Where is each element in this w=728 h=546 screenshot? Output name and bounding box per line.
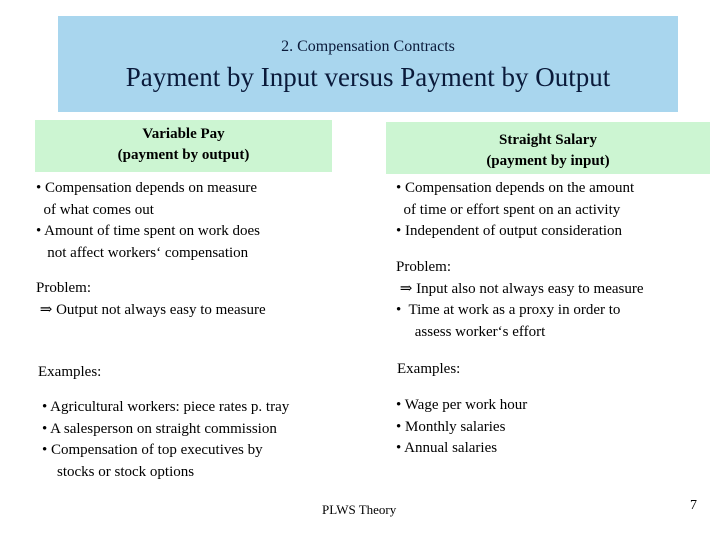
list-item: • Wage per work hour <box>396 397 528 413</box>
list-item: assess worker‘s effort <box>396 323 546 340</box>
list-item: of time or effort spent on an activity <box>396 201 621 218</box>
list-item: not affect workers‘ compensation <box>36 244 249 261</box>
list-item: ⇒ Output not always easy to measure <box>36 301 266 318</box>
list-item: • Agricultural workers: piece rates p. tray <box>42 399 290 415</box>
list-item: • Monthly salaries <box>396 418 506 435</box>
left-bullets <box>36 178 260 264</box>
list-item: • A salesperson on straight commission <box>42 420 277 437</box>
list-item: of what comes out <box>36 201 154 218</box>
list-item: • Amount of time spent on work does <box>36 223 260 239</box>
left-problem <box>36 278 266 321</box>
variable-pay-title: Variable Pay <box>142 126 225 142</box>
variable-pay-subtitle: (payment by output) <box>117 147 250 163</box>
page-number: 7 <box>690 498 697 513</box>
list-item: ⇒ Input also not always easy to measure <box>396 280 644 297</box>
left-examples-heading: Examples: <box>38 364 102 380</box>
right-bullets <box>396 178 634 243</box>
right-problem <box>396 257 644 343</box>
straight-salary-label <box>386 122 710 174</box>
title-banner <box>58 16 678 112</box>
slide-title: Payment by Input versus Payment by Output <box>125 62 611 92</box>
right-examples-heading: Examples: <box>397 361 461 377</box>
right-examples <box>396 395 527 460</box>
variable-pay-label <box>35 120 332 172</box>
straight-salary-subtitle: (payment by input) <box>486 153 610 169</box>
left-examples <box>42 397 289 483</box>
list-item: • Compensation depends on measure <box>36 180 258 196</box>
problem-heading: Problem: <box>36 280 91 296</box>
list-item: • Independent of output consideration <box>396 223 623 239</box>
slide-subtitle: 2. Compensation Contracts <box>281 38 455 55</box>
list-item: stocks or stock options <box>42 463 195 480</box>
list-item: • Compensation depends on the amount <box>396 180 635 196</box>
list-item: • Time at work as a proxy in order to <box>396 302 621 318</box>
list-item: • Annual salaries <box>396 440 498 456</box>
problem-heading: Problem: <box>396 259 451 275</box>
straight-salary-title: Straight Salary <box>499 132 597 148</box>
footer-text: PLWS Theory <box>322 502 397 517</box>
list-item: • Compensation of top executives by <box>42 442 263 458</box>
